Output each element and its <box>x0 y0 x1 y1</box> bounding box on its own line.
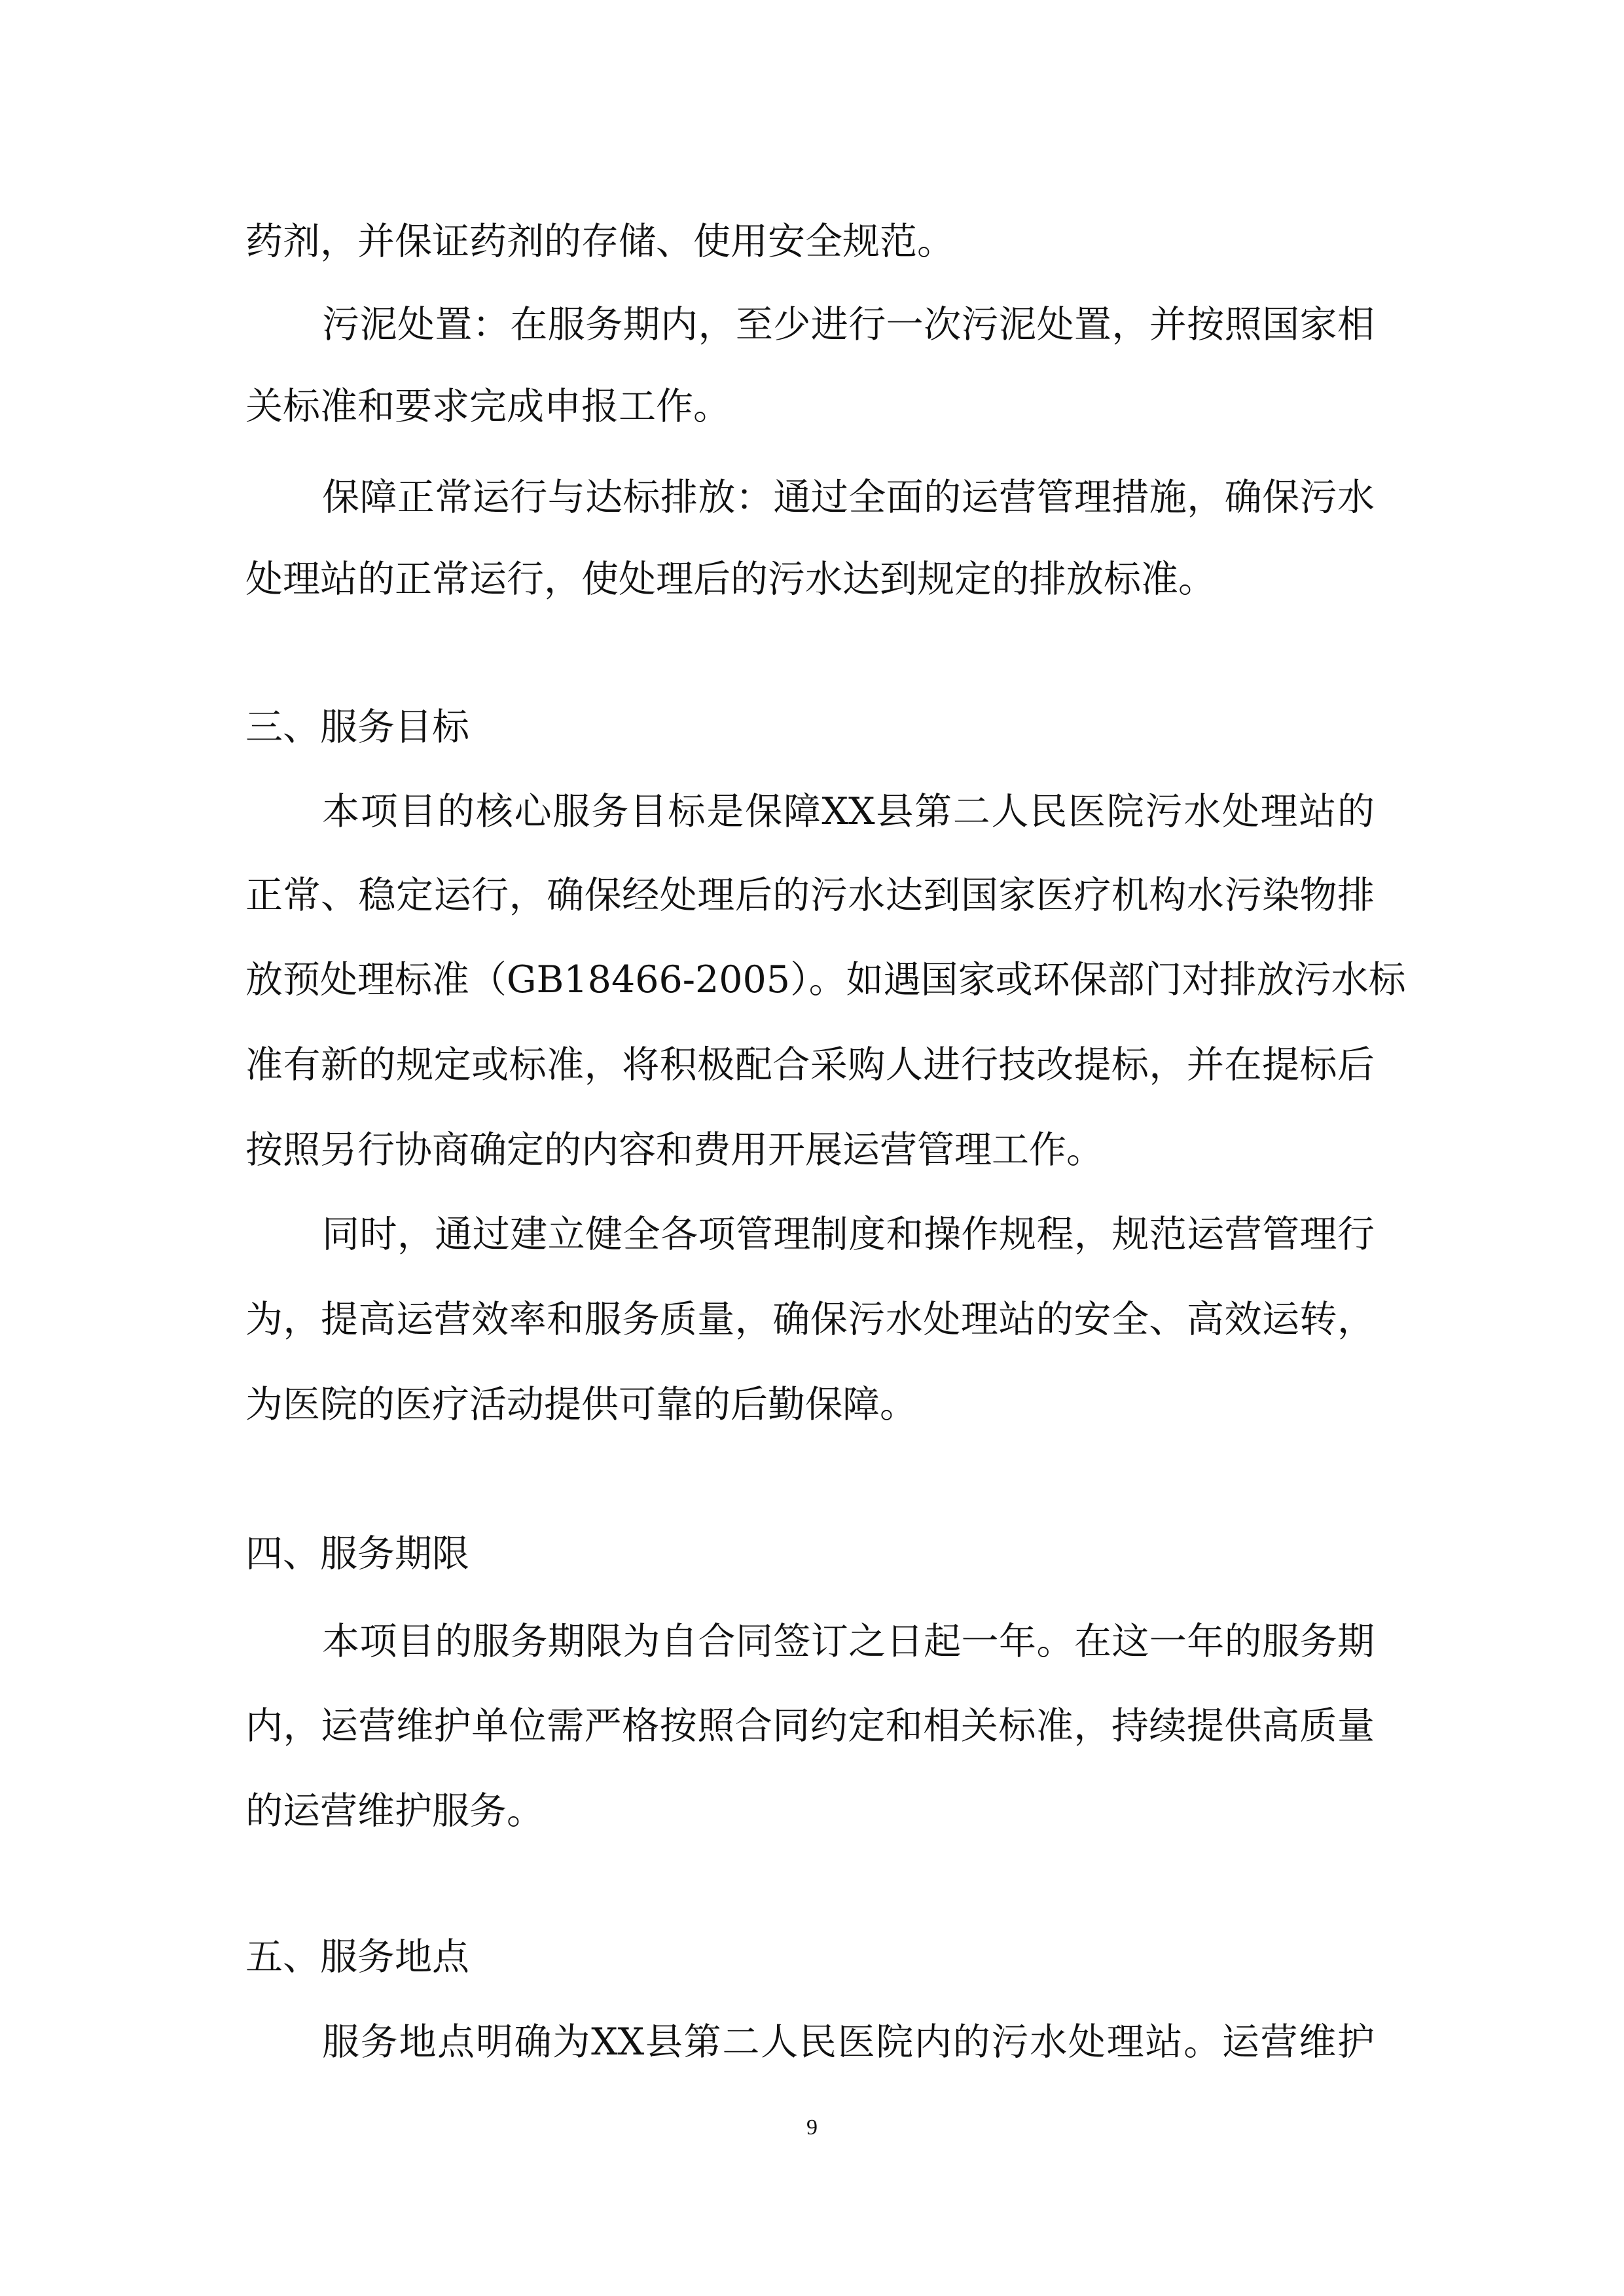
body-text-line: 污泥处置：在服务期内，至少进行一次污泥处置，并按照国家相 <box>322 303 1375 346</box>
body-text-line: 保障正常运行与达标排放：通过全面的运营管理措施，确保污水 <box>322 476 1375 519</box>
body-text-line: 服务地点明确为XX县第二人民医院内的污水处理站。运营维护 <box>322 2020 1375 2064</box>
page-number: 9 <box>806 2115 818 2140</box>
section-heading: 四、服务期限 <box>245 1532 469 1575</box>
body-text-line: 放预处理标准（GB18466-2005）。如遇国家或环保部门对排放污水标 <box>245 958 1406 1001</box>
body-text-line: 内，运营维护单位需严格按照合同约定和相关标准，持续提供高质量 <box>245 1704 1375 1748</box>
body-text-line: 药剂，并保证药剂的存储、使用安全规范。 <box>245 220 954 263</box>
body-text-line: 本项目的核心服务目标是保障XX县第二人民医院污水处理站的 <box>322 790 1375 833</box>
body-text-line: 按照另行协商确定的内容和费用开展运营管理工作。 <box>245 1128 1104 1172</box>
body-text-line: 本项目的服务期限为自合同签订之日起一年。在这一年的服务期 <box>322 1620 1375 1663</box>
body-text-line: 关标准和要求完成申报工作。 <box>245 385 731 428</box>
body-text-line: 处理站的正常运行，使处理后的污水达到规定的排放标准。 <box>245 558 1216 601</box>
body-text-line: 同时，通过建立健全各项管理制度和操作规程，规范运营管理行 <box>322 1213 1375 1256</box>
section-heading: 五、服务地点 <box>245 1935 469 1979</box>
body-text-line: 正常、稳定运行，确保经处理后的污水达到国家医疗机构水污染物排 <box>245 874 1375 917</box>
body-text-line: 为医院的医疗活动提供可靠的后勤保障。 <box>245 1383 917 1426</box>
section-heading: 三、服务目标 <box>245 706 469 749</box>
body-text-line: 准有新的规定或标准，将积极配合采购人进行技改提标，并在提标后 <box>245 1043 1375 1086</box>
body-text-line: 为，提高运营效率和服务质量，确保污水处理站的安全、高效运转， <box>245 1298 1375 1341</box>
body-text-line: 的运营维护服务。 <box>245 1789 544 1833</box>
